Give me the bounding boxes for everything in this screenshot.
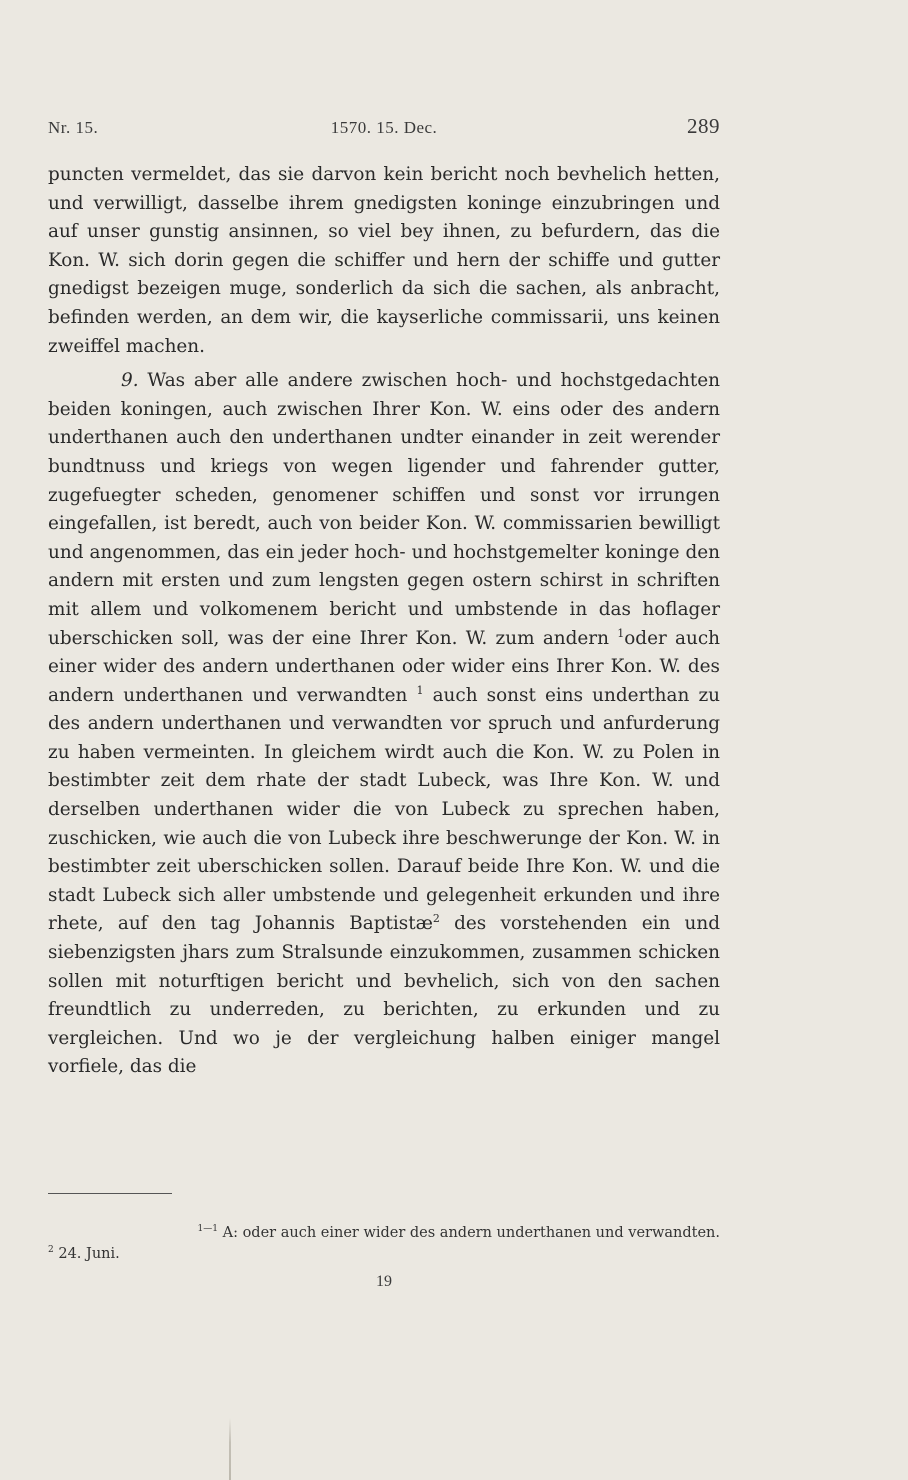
- footnote-2-mark: 2: [48, 1245, 54, 1255]
- binding-gutter-line: [229, 1418, 231, 1480]
- footnotes: [48, 1223, 720, 1265]
- paragraph-text-part-b: oder auch einer wider des andern underthanen oder wider eins Ihrer Kon. W. des andern underthanen und verwandten: [48, 627, 720, 706]
- footnote-2: [48, 1244, 720, 1265]
- main-text: [48, 161, 720, 1082]
- page-number: 289: [687, 114, 720, 138]
- footnote-1: [48, 1223, 720, 1244]
- footnote-1-text: A: oder auch einer wider des andern underthanen und verwandten.: [222, 1225, 720, 1241]
- footnote-ref-2: 2: [432, 912, 440, 926]
- footnote-2-text: 24. Juni.: [58, 1246, 120, 1262]
- footnote-ref-1-close: 1: [416, 683, 424, 697]
- running-head: [48, 114, 720, 144]
- paragraph-text-part-a: Was aber alle andere zwischen hoch- und hochstgedachten beiden koningen, auch zwischen Ihrer Kon. W. eins oder des andern underthanen auch den underthanen undter einander in zeit werender bundtnuss und kriegs von wegen ligender und fahrender gutter, zugefuegter scheden, genomener schiffen und sonst vor irrungen eingefallen, ist beredt, auch von beider Kon. W. commissarien bewilligt und angenommen, das ein jeder hoch- und hochstgemelter koninge den andern mit ersten und zum lengsten gegen ostern schirst in schriften mit allem und volkomenem bericht und umbstende in das hoflager uberschicken soll, was der eine Ihrer Kon. W. zum andern: [48, 370, 720, 649]
- footnote-ref-1-open: 1: [617, 626, 625, 640]
- paragraph-9: [48, 367, 720, 1082]
- footnote-separator: [48, 1193, 172, 1194]
- paragraph-continuation: puncten vermeldet, das sie darvon kein bericht noch bevhelich hetten, und verwilligt, dasselbe ihrem gnedigsten koninge einzubringen und auf unser gunstig ansinnen, so viel bey ihnen, zu befurdern, das die Kon. W. sich dorin gegen die schiffer und hern der schiffe und gutter gnedigst bezeigen muge, sonderlich da sich die sachen, als anbracht, befinden werden, an dem wir, die kayserliche commissarii, uns keinen zweiffel machen.: [48, 164, 720, 357]
- document-date: 1570. 15. Dec.: [330, 118, 438, 137]
- footnote-1-mark: 1—1: [197, 1224, 218, 1234]
- printer-signature-mark: 19: [376, 1273, 392, 1290]
- paragraph-text-part-d: des vorstehenden ein und siebenzigsten jhars zum Stralsunde einzukommen, zusammen schicken sollen mit noturftigen bericht und bevhelich, sich von den sachen freundtlich zu underreden, zu berichten, zu erkunden und zu vergleichen. Und wo je der vergleichung halben einiger mangel vorfiele, das die: [48, 913, 720, 1078]
- paragraph-number: 9.: [121, 370, 139, 392]
- paragraph-text-part-c: auch sonst eins underthan zu des andern underthanen und verwandten vor spruch und anfurderung zu haben vermeinten. In gleichem wirdt auch die Kon. W. zu Polen in bestimbter zeit dem rhate der stadt Lubeck, was Ihre Kon. W. und derselben underthanen wider die von Lubeck zu sprechen haben, zuschicken, wie auch die von Lubeck ihre beschwerunge der Kon. W. in bestimbter zeit uberschicken sollen. Darauf beide Ihre Kon. W. und die stadt Lubeck sich aller umbstende und gelegenheit erkunden und ihre rhete, auf den tag Johannis Baptistæ: [48, 684, 720, 935]
- document-number: Nr. 15.: [48, 118, 99, 137]
